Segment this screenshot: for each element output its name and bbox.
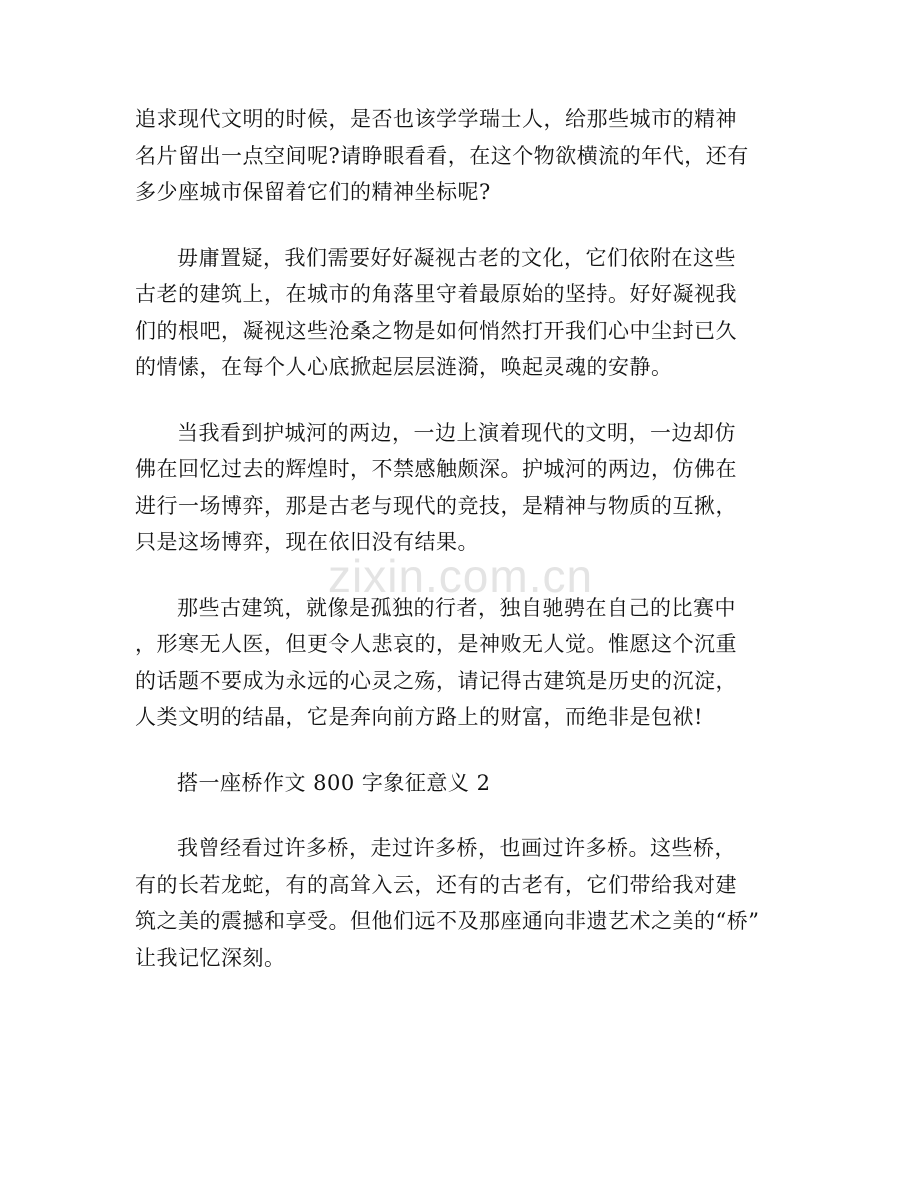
text-line: 们的根吧，凝视这些沧桑之物是如何悄然打开我们心中尘封已久 [135, 318, 737, 343]
document-body [135, 101, 795, 1005]
text-line: 多少座城市保留着它们的精神坐标呢? [135, 180, 491, 204]
paragraph-4 [135, 590, 795, 736]
text-line: 的话题不要成为永远的心灵之殇，请记得古建筑是历史的沉淀， [135, 668, 737, 693]
text-line: 当我看到护城河的两边，一边上演着现代的文明，一边却仿 [177, 420, 736, 445]
text-line: 的情愫，在每个人心底掀起层层涟漪，唤起灵魂的安静。 [135, 355, 673, 379]
text-line: ，形寒无人医，但更令人悲哀的，是神败无人觉。惟愿这个沉重 [135, 632, 737, 656]
text-line: 古老的建筑上，在城市的角落里守着最原始的坚持。好好凝视我 [135, 282, 737, 306]
text-line: 我曾经看过许多桥，走过许多桥，也画过许多桥。这些桥， [177, 836, 736, 860]
text-line: 筑之美的震撼和享受。但他们远不及那座通向非遗艺术之美的“桥” [135, 909, 760, 933]
paragraph-5 [135, 830, 795, 976]
paragraph-3 [135, 415, 795, 561]
text-line: 那些古建筑，就像是孤独的行者，独自驰骋在自己的比赛中 [177, 595, 736, 620]
paragraph-2 [135, 240, 795, 386]
text-line: 人类文明的结晶，它是奔向前方路上的财富，而绝非是包袱! [135, 705, 703, 729]
text-line: 让我记忆深刻。 [135, 945, 286, 970]
paragraph-1 [135, 101, 795, 211]
text-line: 追求现代文明的时候，是否也该学学瑞士人，给那些城市的精神 [135, 107, 737, 131]
text-line: 有的长若龙蛇，有的高耸入云，还有的古老有，它们带给我对建 [135, 872, 737, 897]
text-line: 只是这场博弈，现在依旧没有结果。 [135, 530, 479, 554]
text-line: 毋庸置疑，我们需要好好凝视古老的文化，它们依附在这些 [177, 245, 736, 270]
text-line: 佛在回忆过去的辉煌时，不禁感触颇深。护城河的两边，仿佛在 [135, 457, 737, 481]
text-line: 进行一场博弈，那是古老与现代的竞技，是精神与物质的互揪， [135, 493, 737, 518]
section-heading: 搭一座桥作文 800 字象征意义 2 [177, 770, 491, 795]
text-line: 名片留出一点空间呢?请睁眼看看，在这个物欲横流的年代，还有 [135, 143, 749, 168]
watermark: zixin.com.cn [328, 550, 594, 602]
